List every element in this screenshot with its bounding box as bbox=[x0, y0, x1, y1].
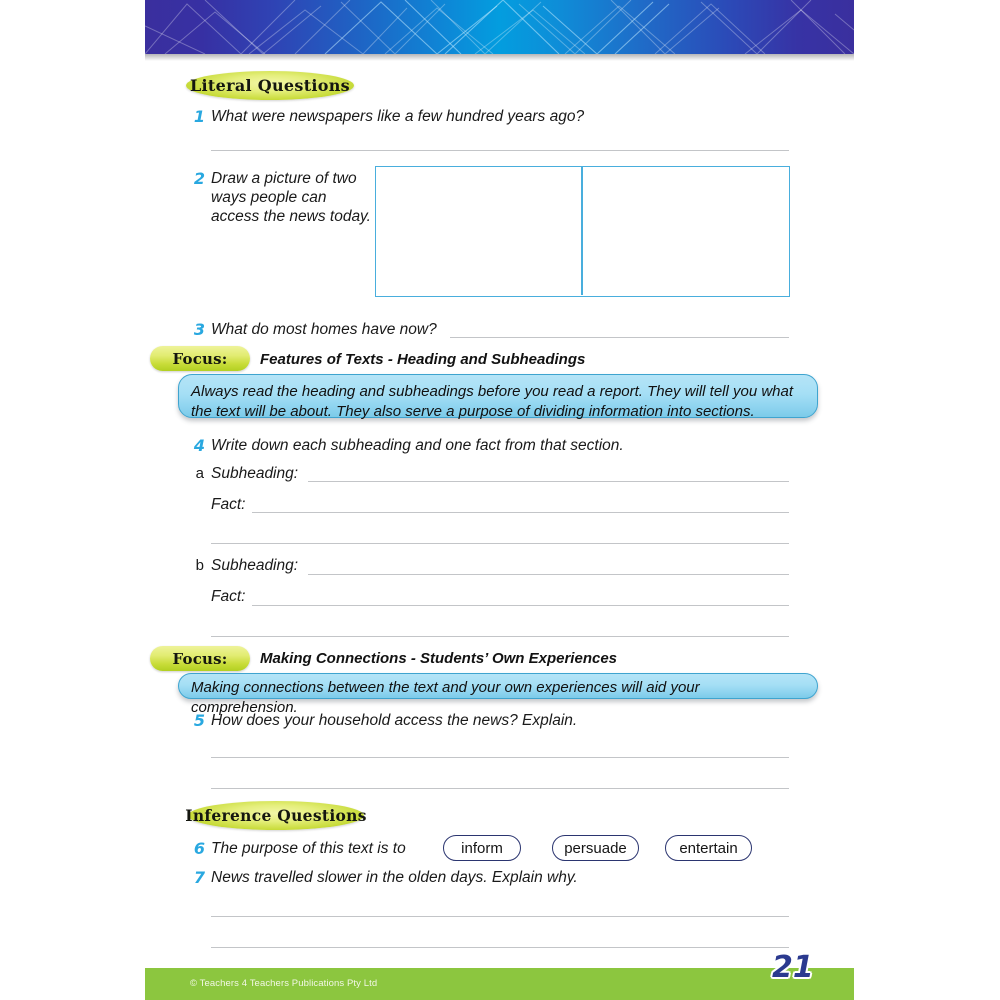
answer-line-q3-1[interactable] bbox=[450, 337, 789, 338]
question-6-number: 6 bbox=[193, 839, 205, 858]
focus-body-2-text: Making connections between the text and your own experiences will aid your comprehension. bbox=[191, 679, 700, 716]
footer-credit: © Teachers 4 Teachers Publications Pty Ltd bbox=[190, 978, 378, 989]
option-pill-entertain-label: entertain bbox=[679, 839, 738, 857]
subpart-b-fact-label: Fact: bbox=[211, 588, 246, 605]
answer-line-b-fact-2[interactable] bbox=[211, 636, 789, 637]
focus-body-1-text: Always read the heading and subheadings before you read a report. They will tell you what the text will be about. They also serve a purpose of dividing information into sections. bbox=[191, 383, 794, 420]
section-badge-inference-label: Inference Questions bbox=[185, 806, 367, 825]
page-number: 21 bbox=[772, 950, 814, 985]
option-pill-entertain[interactable] bbox=[665, 835, 752, 861]
focus-title-1: Features of Texts - Heading and Subheadings bbox=[260, 351, 586, 368]
question-3-text: What do most homes have now? bbox=[211, 321, 437, 338]
answer-line-b-fact-1[interactable] bbox=[252, 605, 789, 606]
focus-tab-2 bbox=[150, 646, 250, 671]
subpart-b-subheading-label: Subheading: bbox=[211, 557, 299, 574]
subpart-b-letter: b bbox=[195, 557, 204, 574]
answer-line-q7-2[interactable] bbox=[211, 947, 789, 948]
section-badge-literal-label: Literal Questions bbox=[190, 76, 350, 95]
focus-title-2: Making Connections - Students’ Own Experiences bbox=[260, 650, 618, 667]
question-1-text: What were newspapers like a few hundred years ago? bbox=[211, 108, 585, 125]
option-pill-persuade[interactable] bbox=[552, 835, 639, 861]
focus-tab-1 bbox=[150, 346, 250, 371]
question-6-text: The purpose of this text is to bbox=[211, 840, 406, 857]
section-badge-literal-questions bbox=[186, 71, 354, 100]
question-4-text: Write down each subheading and one fact from that section. bbox=[211, 437, 624, 454]
answer-line-a-fact-1[interactable] bbox=[252, 512, 789, 513]
question-5-text: How does your household access the news? Explain. bbox=[211, 712, 578, 729]
option-pill-inform[interactable] bbox=[443, 835, 521, 861]
banner-shadow bbox=[145, 54, 854, 61]
question-4-number: 4 bbox=[193, 436, 205, 455]
focus-tab-2-label: Focus: bbox=[172, 649, 228, 668]
answer-line-b-subheading[interactable] bbox=[308, 574, 789, 575]
question-2-number: 2 bbox=[193, 169, 205, 188]
subpart-a-subheading-label: Subheading: bbox=[211, 465, 299, 482]
focus-tab-1-label: Focus: bbox=[172, 349, 228, 368]
answer-line-q7-1[interactable] bbox=[211, 916, 789, 917]
blue-geometric-banner bbox=[145, 0, 854, 54]
question-5-number: 5 bbox=[193, 711, 205, 730]
option-pill-inform-label: inform bbox=[461, 839, 503, 857]
question-1-number: 1 bbox=[193, 107, 205, 126]
drawing-box[interactable] bbox=[375, 166, 790, 297]
focus-body-1 bbox=[178, 374, 818, 418]
answer-line-a-fact-2[interactable] bbox=[211, 543, 789, 544]
subpart-a-letter: a bbox=[195, 465, 204, 482]
answer-line-q5-2[interactable] bbox=[211, 788, 789, 789]
question-2-text: Draw a picture of two ways people can access the news today. bbox=[211, 170, 371, 225]
section-badge-inference-questions bbox=[185, 801, 367, 830]
drawing-box-divider bbox=[581, 167, 583, 295]
subpart-a-fact-label: Fact: bbox=[211, 496, 246, 513]
answer-line-a-subheading[interactable] bbox=[308, 481, 789, 482]
question-7-text: News travelled slower in the olden days. Explain why. bbox=[211, 869, 578, 886]
answer-line-q5-1[interactable] bbox=[211, 757, 789, 758]
question-7-number: 7 bbox=[193, 868, 205, 887]
focus-body-2 bbox=[178, 673, 818, 716]
answer-line-q1-1[interactable] bbox=[211, 150, 789, 151]
option-pill-persuade-label: persuade bbox=[564, 839, 627, 857]
question-3-number: 3 bbox=[193, 320, 205, 339]
